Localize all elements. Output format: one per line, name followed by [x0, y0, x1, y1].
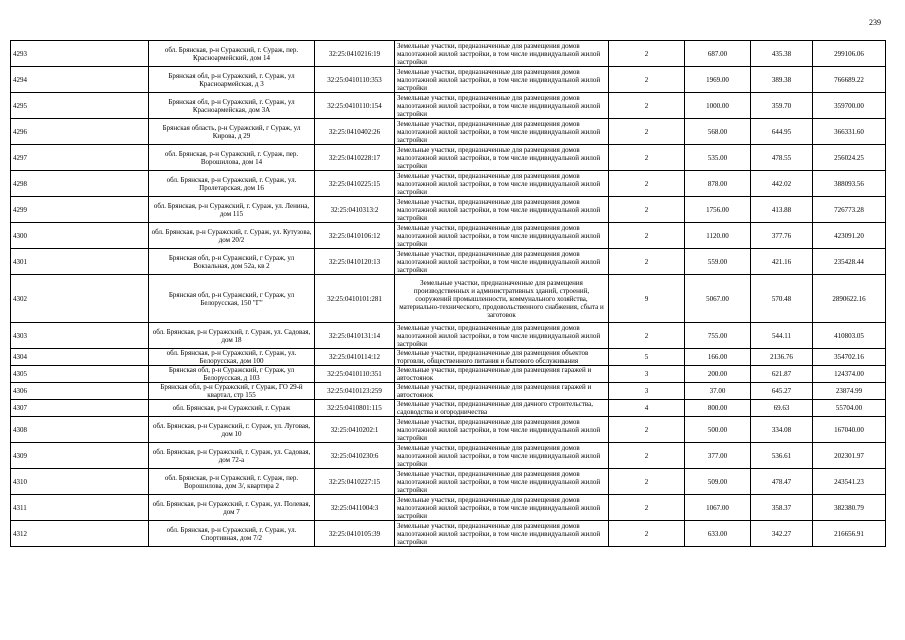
row-number-cell: 4294 — [11, 67, 149, 93]
specific-value-cell: 621.87 — [751, 366, 813, 383]
row-number-cell: 4301 — [11, 249, 149, 275]
cadastral-number-cell: 32:25:0410313:2 — [315, 197, 395, 223]
table-row — [11, 383, 886, 400]
cadastral-value-cell: 167040.00 — [813, 417, 886, 443]
cadastral-value-cell: 243541.23 — [813, 469, 886, 495]
group-cell: 2 — [609, 249, 685, 275]
address-cell: Брянская обл, р-н Суражский, г Сураж, ул Белорусская, д 103 — [149, 366, 315, 383]
specific-value-cell: 478.55 — [751, 145, 813, 171]
address-cell: Брянская обл, р-н Суражский, г Сураж, ул Вокзальная, дом 52а, кв 2 — [149, 249, 315, 275]
land-use-cell: Земельные участки, предназначенные для размещения домов малоэтажной жилой застройки, в том числе индивидуальной жилой застройки — [395, 67, 609, 93]
specific-value-cell: 644.95 — [751, 119, 813, 145]
table-row — [11, 400, 886, 417]
cadastral-value-cell: 359700.00 — [813, 93, 886, 119]
specific-value-cell: 334.08 — [751, 417, 813, 443]
land-use-cell: Земельные участки, предназначенные для размещения домов малоэтажной жилой застройки, в том числе индивидуальной жилой застройки — [395, 93, 609, 119]
table-row — [11, 67, 886, 93]
land-use-cell: Земельные участки, предназначенные для размещения гаражей и автостоянок — [395, 366, 609, 383]
land-use-cell: Земельные участки, предназначенные для размещения домов малоэтажной жилой застройки, в том числе индивидуальной жилой застройки — [395, 417, 609, 443]
group-cell: 2 — [609, 119, 685, 145]
table-row — [11, 41, 886, 67]
area-cell: 559.00 — [685, 249, 751, 275]
area-cell: 37.00 — [685, 383, 751, 400]
row-number-cell: 4296 — [11, 119, 149, 145]
land-use-cell: Земельные участки, предназначенные для размещения объектов торговли, общественного питания и бытового обслуживания — [395, 349, 609, 366]
row-number-cell: 4293 — [11, 41, 149, 67]
area-cell: 377.00 — [685, 443, 751, 469]
area-cell: 633.00 — [685, 521, 751, 547]
group-cell: 2 — [609, 67, 685, 93]
address-cell: обл. Брянская, р-н Суражский, г. Сураж, ул. Садовая, дом 18 — [149, 323, 315, 349]
specific-value-cell: 69.63 — [751, 400, 813, 417]
group-cell: 2 — [609, 469, 685, 495]
cadastral-value-cell: 366331.60 — [813, 119, 886, 145]
specific-value-cell: 421.16 — [751, 249, 813, 275]
land-use-cell: Земельные участки, предназначенные для размещения домов малоэтажной жилой застройки, в том числе индивидуальной жилой застройки — [395, 495, 609, 521]
specific-value-cell: 413.88 — [751, 197, 813, 223]
cadastral-value-cell: 410803.05 — [813, 323, 886, 349]
specific-value-cell: 358.37 — [751, 495, 813, 521]
land-use-cell: Земельные участки, предназначенные для размещения домов малоэтажной жилой застройки, в том числе индивидуальной жилой застройки — [395, 223, 609, 249]
cadastral-value-cell: 766689.22 — [813, 67, 886, 93]
address-cell: Брянская обл, р-н Суражский, г Сураж, ГО 29-й квартал, стр 155 — [149, 383, 315, 400]
row-number-cell: 4308 — [11, 417, 149, 443]
area-cell: 509.00 — [685, 469, 751, 495]
table-row — [11, 495, 886, 521]
table-row — [11, 417, 886, 443]
area-cell: 755.00 — [685, 323, 751, 349]
row-number-cell: 4309 — [11, 443, 149, 469]
cadastral-value-cell: 423091.20 — [813, 223, 886, 249]
cadastral-value-table — [10, 40, 886, 547]
group-cell: 2 — [609, 223, 685, 249]
specific-value-cell: 389.38 — [751, 67, 813, 93]
land-use-cell: Земельные участки, предназначенные для размещения домов малоэтажной жилой застройки, в том числе индивидуальной жилой застройки — [395, 249, 609, 275]
row-number-cell: 4305 — [11, 366, 149, 383]
cadastral-number-cell: 32:25:0410106:12 — [315, 223, 395, 249]
cadastral-number-cell: 32:25:0410216:19 — [315, 41, 395, 67]
land-use-cell: Земельные участки, предназначенные для дачного строительства, садоводства и огородничества — [395, 400, 609, 417]
cadastral-number-cell: 32:25:0410110:351 — [315, 366, 395, 383]
table-row — [11, 366, 886, 383]
cadastral-number-cell: 32:25:0410105:39 — [315, 521, 395, 547]
cadastral-value-cell: 235428.44 — [813, 249, 886, 275]
group-cell: 2 — [609, 495, 685, 521]
cadastral-number-cell: 32:25:0410202:1 — [315, 417, 395, 443]
area-cell: 1756.00 — [685, 197, 751, 223]
page-number: 239 — [869, 18, 881, 27]
cadastral-value-cell: 202301.97 — [813, 443, 886, 469]
row-number-cell: 4311 — [11, 495, 149, 521]
address-cell: обл. Брянская, р-н Суражский, г. Сураж, ул. Садовая, дом 72-а — [149, 443, 315, 469]
cadastral-number-cell: 32:25:0411004:3 — [315, 495, 395, 521]
specific-value-cell: 478.47 — [751, 469, 813, 495]
address-cell: Брянская обл, р-н Суражский, г. Сураж, ул Красноармейская, дом 3А — [149, 93, 315, 119]
group-cell: 2 — [609, 41, 685, 67]
cadastral-value-cell: 2890622.16 — [813, 275, 886, 323]
land-use-cell: Земельные участки, предназначенные для размещения домов малоэтажной жилой застройки, в том числе индивидуальной жилой застройки — [395, 197, 609, 223]
address-cell: обл. Брянская, р-н Суражский, г. Сураж, ул. Пролетарская, дом 16 — [149, 171, 315, 197]
row-number-cell: 4295 — [11, 93, 149, 119]
row-number-cell: 4310 — [11, 469, 149, 495]
cadastral-value-cell: 216656.91 — [813, 521, 886, 547]
cadastral-value-cell: 726773.28 — [813, 197, 886, 223]
area-cell: 166.00 — [685, 349, 751, 366]
row-number-cell: 4302 — [11, 275, 149, 323]
specific-value-cell: 536.61 — [751, 443, 813, 469]
row-number-cell: 4306 — [11, 383, 149, 400]
group-cell: 9 — [609, 275, 685, 323]
group-cell: 3 — [609, 366, 685, 383]
table-row — [11, 443, 886, 469]
specific-value-cell: 377.76 — [751, 223, 813, 249]
specific-value-cell: 359.70 — [751, 93, 813, 119]
row-number-cell: 4312 — [11, 521, 149, 547]
address-cell: обл. Брянская, р-н Суражский, г. Сураж, ул. Спортивная, дом 7/2 — [149, 521, 315, 547]
group-cell: 2 — [609, 145, 685, 171]
cadastral-number-cell: 32:25:0410225:15 — [315, 171, 395, 197]
row-number-cell: 4297 — [11, 145, 149, 171]
specific-value-cell: 544.11 — [751, 323, 813, 349]
area-cell: 687.00 — [685, 41, 751, 67]
group-cell: 2 — [609, 443, 685, 469]
group-cell: 2 — [609, 197, 685, 223]
land-use-cell: Земельные участки, предназначенные для размещения домов малоэтажной жилой застройки, в том числе индивидуальной жилой застройки — [395, 41, 609, 67]
land-use-cell: Земельные участки, предназначенные для размещения домов малоэтажной жилой застройки, в том числе индивидуальной жилой застройки — [395, 469, 609, 495]
cadastral-value-cell: 23874.99 — [813, 383, 886, 400]
table-row — [11, 249, 886, 275]
cadastral-number-cell: 32:25:0410402:26 — [315, 119, 395, 145]
area-cell: 1000.00 — [685, 93, 751, 119]
row-number-cell: 4298 — [11, 171, 149, 197]
area-cell: 500.00 — [685, 417, 751, 443]
table-row — [11, 145, 886, 171]
address-cell: обл. Брянская, р-н Суражский, г. Сураж, ул. Кутузова, дом 20/2 — [149, 223, 315, 249]
table-row — [11, 93, 886, 119]
group-cell: 2 — [609, 323, 685, 349]
row-number-cell: 4300 — [11, 223, 149, 249]
address-cell: обл. Брянская, р-н Суражский, г. Сураж, пер. Ворошилова, дом 14 — [149, 145, 315, 171]
specific-value-cell: 570.48 — [751, 275, 813, 323]
table-row — [11, 275, 886, 323]
land-use-cell: Земельные участки, предназначенные для размещения гаражей и автостоянок — [395, 383, 609, 400]
land-use-cell: Земельные участки, предназначенные для размещения домов малоэтажной жилой застройки, в том числе индивидуальной жилой застройки — [395, 521, 609, 547]
area-cell: 568.00 — [685, 119, 751, 145]
area-cell: 1120.00 — [685, 223, 751, 249]
cadastral-number-cell: 32:25:0410123:259 — [315, 383, 395, 400]
address-cell: обл. Брянская, р-н Суражский, г. Сураж, ул. Луговая, дом 10 — [149, 417, 315, 443]
row-number-cell: 4304 — [11, 349, 149, 366]
area-cell: 878.00 — [685, 171, 751, 197]
land-use-cell: Земельные участки, предназначенные для размещения домов малоэтажной жилой застройки, в том числе индивидуальной жилой застройки — [395, 443, 609, 469]
group-cell: 2 — [609, 93, 685, 119]
land-use-cell: Земельные участки, предназначенные для размещения домов малоэтажной жилой застройки, в том числе индивидуальной жилой застройки — [395, 171, 609, 197]
cadastral-number-cell: 32:25:0410110:353 — [315, 67, 395, 93]
cadastral-number-cell: 32:25:0410230:6 — [315, 443, 395, 469]
address-cell: Брянская обл, р-н Суражский, г. Сураж, ул Красноармейская, д 3 — [149, 67, 315, 93]
cadastral-value-cell: 124374.00 — [813, 366, 886, 383]
cadastral-value-cell: 256024.25 — [813, 145, 886, 171]
cadastral-number-cell: 32:25:0410101:281 — [315, 275, 395, 323]
address-cell: обл. Брянская, р-н Суражский, г. Сураж, ул. Белорусская, дом 100 — [149, 349, 315, 366]
cadastral-value-cell: 299106.06 — [813, 41, 886, 67]
cadastral-number-cell: 32:25:0410131:14 — [315, 323, 395, 349]
group-cell: 5 — [609, 349, 685, 366]
group-cell: 2 — [609, 417, 685, 443]
table-row — [11, 197, 886, 223]
land-use-cell: Земельные участки, предназначенные для размещения производственных и административных зданий, строений, сооружений промышленности, коммунального хозяйства, материально-технического, продовольственного снабжения, сбыта и заготовок — [395, 275, 609, 323]
cadastral-number-cell: 32:25:0410110:154 — [315, 93, 395, 119]
cadastral-number-cell: 32:25:0410114:12 — [315, 349, 395, 366]
group-cell: 2 — [609, 171, 685, 197]
land-use-cell: Земельные участки, предназначенные для размещения домов малоэтажной жилой застройки, в том числе индивидуальной жилой застройки — [395, 323, 609, 349]
cadastral-value-cell: 382380.79 — [813, 495, 886, 521]
cadastral-value-cell: 55704.00 — [813, 400, 886, 417]
area-cell: 5067.00 — [685, 275, 751, 323]
cadastral-number-cell: 32:25:0410120:13 — [315, 249, 395, 275]
specific-value-cell: 435.38 — [751, 41, 813, 67]
address-cell: обл. Брянская, р-н Суражский, г. Сураж, ул. Ленина, дом 115 — [149, 197, 315, 223]
land-use-cell: Земельные участки, предназначенные для размещения домов малоэтажной жилой застройки, в том числе индивидуальной жилой застройки — [395, 145, 609, 171]
group-cell: 3 — [609, 383, 685, 400]
specific-value-cell: 2136.76 — [751, 349, 813, 366]
cadastral-value-cell: 388093.56 — [813, 171, 886, 197]
address-cell: обл. Брянская, р-н Суражский, г. Сураж, ул. Полевая, дом 7 — [149, 495, 315, 521]
group-cell: 4 — [609, 400, 685, 417]
cadastral-value-cell: 354702.16 — [813, 349, 886, 366]
table-row — [11, 349, 886, 366]
row-number-cell: 4307 — [11, 400, 149, 417]
address-cell: обл. Брянская, р-н Суражский, г. Сураж, пер. Красноармейский, дом 14 — [149, 41, 315, 67]
area-cell: 800.00 — [685, 400, 751, 417]
area-cell: 1067.00 — [685, 495, 751, 521]
area-cell: 1969.00 — [685, 67, 751, 93]
address-cell: обл. Брянская, р-н Суражский, г. Сураж, пер. Ворошилова, дом 3/, квартира 2 — [149, 469, 315, 495]
table-row — [11, 171, 886, 197]
row-number-cell: 4303 — [11, 323, 149, 349]
specific-value-cell: 645.27 — [751, 383, 813, 400]
land-use-cell: Земельные участки, предназначенные для размещения домов малоэтажной жилой застройки, в том числе индивидуальной жилой застройки — [395, 119, 609, 145]
specific-value-cell: 342.27 — [751, 521, 813, 547]
address-cell: Брянская область, р-н Суражский, г Сураж, ул Кирова, д 29 — [149, 119, 315, 145]
table-row — [11, 223, 886, 249]
table-row — [11, 323, 886, 349]
cadastral-number-cell: 32:25:0410801:115 — [315, 400, 395, 417]
address-cell: Брянская обл, р-н Суражский, г Сураж, ул Белорусская, 150 "Г" — [149, 275, 315, 323]
specific-value-cell: 442.02 — [751, 171, 813, 197]
area-cell: 200.00 — [685, 366, 751, 383]
cadastral-number-cell: 32:25:0410228:17 — [315, 145, 395, 171]
table-row — [11, 469, 886, 495]
area-cell: 535.00 — [685, 145, 751, 171]
address-cell: обл. Брянская, р-н Суражский, г. Сураж — [149, 400, 315, 417]
group-cell: 2 — [609, 521, 685, 547]
table-row — [11, 521, 886, 547]
cadastral-number-cell: 32:25:0410227:15 — [315, 469, 395, 495]
row-number-cell: 4299 — [11, 197, 149, 223]
table-row — [11, 119, 886, 145]
